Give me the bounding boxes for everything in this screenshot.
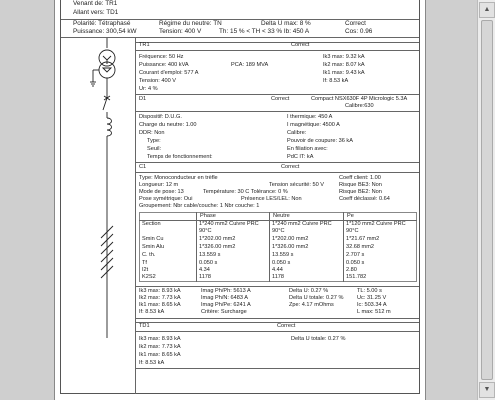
c1-result-value: Uc: 31.25 V [357, 295, 387, 301]
c1-table-row-label: Smin Alu [142, 244, 165, 250]
c1-table-cell: 1*326.00 mm2 [272, 244, 309, 250]
c1-result-value: Delta U: 0.27 % [289, 288, 329, 294]
c1-table-row-label: Smin Cu [142, 236, 164, 242]
c1-bottom [135, 318, 419, 319]
tr1-top [135, 42, 419, 43]
td1-sep [135, 331, 419, 332]
c1-result-value: L max: 512 m [357, 309, 391, 315]
d1-imagnetique: I magnétique: 4500 A [287, 122, 340, 128]
c1-mode-pose: Mode de pose: 13 [139, 189, 184, 195]
d1-status: Correct [271, 96, 290, 102]
td1-ik2: Ik2 max: 7.73 kA [139, 344, 181, 350]
c1-result-value: Ik1 max: 8.65 kA [139, 302, 181, 308]
c1-coeff-client: Coeff client: 1.00 [339, 175, 381, 181]
tr1-courant: Courant d'emploi: 577 A [139, 70, 199, 76]
c1-temperature: Température: 30 C Tolérance: 0 % [203, 189, 288, 195]
th-range: Th: 15 % < TH < 33 % Ib: 450 A [219, 28, 310, 35]
c1-table-col2 [269, 212, 270, 282]
c1-tension-securite: Tension sécurité: 50 V [269, 182, 325, 188]
d1-calibre: Calibre: [287, 130, 307, 136]
c1-coeff-declasse: Coeff déclassé: 0.64 [339, 196, 390, 202]
d1-device: Compact NSX630F 4P Micrologic 5.3A [311, 96, 408, 102]
c1-table-cell: 0.050 s [199, 260, 218, 266]
tr1-status: Correct [291, 42, 310, 48]
tr1-ik3: Ik3 max: 9.32 kA [323, 54, 365, 60]
c1-result-value: If: 8.53 kA [139, 309, 165, 315]
c1-result-value: Imag Ph/Pe: 6241 A [201, 302, 251, 308]
scrollbar-thumb[interactable] [481, 20, 493, 380]
c1-th-phase: Phase [200, 213, 216, 219]
td1-delta: Delta U totale: 0.27 % [291, 336, 346, 342]
d1-pdc: PdC IT: kA [287, 154, 314, 160]
c1-table-cell: 13.559 s [272, 252, 294, 258]
c1-result-value: Critère: Surcharge [201, 309, 247, 315]
polarite: Polarité: Tétraphasé [73, 20, 131, 27]
c1-longueur: Longueur: 12 m [139, 182, 179, 188]
regime-neutre: Régime du neutre: TN [159, 20, 222, 27]
c1-result-value: Imag Ph/Ph: 5613 A [201, 288, 251, 294]
single-line-diagram [61, 38, 135, 358]
c1-table-cell: 0.050 s [272, 260, 291, 266]
tension: Tension: 400 V [159, 28, 202, 35]
td1-status: Correct [277, 323, 296, 329]
d1-calibre-value: Calibre:630 [345, 103, 374, 109]
cos-phi: Cos: 0.96 [345, 28, 373, 35]
c1-table-row-label: K2S2 [142, 274, 156, 280]
tr1-pca: PCA: 189 MVA [231, 62, 269, 68]
c1-table-col3 [343, 212, 344, 282]
c1-risque-be3: Risque BE3: Non [339, 182, 382, 188]
c1-table-cell: 2.80 [346, 267, 357, 273]
td1-bottom [135, 368, 419, 369]
tr1-sep [135, 50, 419, 51]
d1-ddr: DDR: Non [139, 130, 165, 136]
td1-ik3: Ik3 max: 8.93 kA [139, 336, 181, 342]
td1-if: If: 8.53 kA [139, 360, 165, 366]
c1-result-value: Imag Ph/N: 6483 A [201, 295, 248, 301]
allant-vers: Allant vers: TD1 [73, 9, 119, 16]
d1-charge-neutre: Charge du neutre: 1.00 [139, 122, 197, 128]
c1-th-pe: Pe [347, 213, 354, 219]
d1-dispositif: Dispositif: D.U.G. [139, 114, 182, 120]
tr1-name: TR1 [139, 42, 150, 48]
c1-th-neutre: Neutre [273, 213, 290, 219]
c1-table-row-label: C. th. [142, 252, 156, 258]
tr1-ur: Ur: 4 % [139, 86, 158, 92]
diagram-column-border [135, 37, 136, 394]
c1-risque-be2: Risque BE2: Non [339, 189, 382, 195]
tr1-puissance: Puissance: 400 kVA [139, 62, 189, 68]
c1-table-cell: 4.34 [199, 267, 210, 273]
tr1-tension: Tension: 400 V [139, 78, 177, 84]
td1-name: TD1 [139, 323, 150, 329]
tr1-bottom [135, 94, 419, 95]
tr1-frequence: Fréquence: 50 Hz [139, 54, 184, 60]
c1-result-value: TL: 5.00 s [357, 288, 382, 294]
d1-name: D1 [139, 96, 147, 102]
header-status: Correct [345, 20, 366, 27]
delta-u-max: Delta U max: 8 % [261, 20, 311, 27]
triangle-down-icon[interactable]: ▼ [479, 382, 495, 398]
c1-table-cell: 1*202.00 mm2 [272, 236, 309, 242]
c1-status: Correct [281, 164, 300, 170]
tr1-ik1: Ik1 max: 9.43 kA [323, 70, 365, 76]
c1-table-cell: 0.050 s [346, 260, 365, 266]
d1-type: Type: [147, 138, 161, 144]
d1-bottom [135, 162, 419, 163]
c1-table-row-label: I2t [142, 267, 149, 273]
c1-table-cell: 2.707 s [346, 252, 365, 258]
c1-result-value: Zpe: 4.17 mOhms [289, 302, 334, 308]
triangle-up-icon[interactable]: ▲ [479, 2, 495, 18]
c1-type: Type: Monoconducteur en trèfle [139, 175, 218, 181]
tr1-ik2: Ik2 max: 8.07 kA [323, 62, 365, 68]
vertical-scrollbar[interactable] [477, 0, 495, 400]
c1-table-row-label: Tf [142, 260, 147, 266]
c1-table-row-label: Section [142, 221, 161, 227]
puissance: Puissance: 300,54 kW [73, 28, 137, 35]
c1-table-cell: 1*21.67 mm2 [346, 236, 380, 242]
d1-temps: Temps de fonctionnement: [147, 154, 213, 160]
td1-ik1: Ik1 max: 8.65 kA [139, 352, 181, 358]
c1-table-cell: 13.559 s [199, 252, 221, 258]
d1-seuil: Seuil: [147, 146, 161, 152]
c1-name: C1 [139, 164, 147, 170]
c1-table-cell: 1*240 mm2 Cuivre PRC 90°C [272, 221, 332, 234]
c1-results-top [135, 286, 419, 287]
c1-table-col1 [196, 212, 197, 282]
c1-table-cell: 1178 [199, 274, 212, 280]
c1-result-value: Ic: 503.34 A [357, 302, 387, 308]
c1-table-cell: 1178 [272, 274, 285, 280]
d1-ithermique: I thermique: 450 A [287, 114, 333, 120]
d1-filiation: En filiation avec: [287, 146, 328, 152]
c1-presence-les: Présence LES/LEL: Non [241, 196, 302, 202]
c1-result-value: Ik3 max: 8.93 kA [139, 288, 181, 294]
tr1-if: If: 8.53 kA [323, 78, 349, 84]
c1-sep [135, 172, 419, 173]
c1-table-cell: 4.44 [272, 267, 283, 273]
c1-groupement: Groupement: Nbr cable/couche: 1 Nbr couche: 1 [139, 203, 260, 209]
d1-pouvoir: Pouvoir de coupure: 36 kA [287, 138, 353, 144]
c1-pose-symetrique: Pose symétrique: Oui [139, 196, 193, 202]
c1-table-cell: 1*202.00 mm2 [199, 236, 236, 242]
c1-result-value: Delta U totale: 0.27 % [289, 295, 344, 301]
c1-table-cell: 32.68 mm2 [346, 244, 374, 250]
venant-de: Venant de: TR1 [73, 0, 118, 7]
c1-table-cell: 151.782 [346, 274, 367, 280]
c1-result-value: Ik2 max: 7.73 kA [139, 295, 181, 301]
report-page [54, 0, 426, 400]
c1-table-cell: 1*326.00 mm2 [199, 244, 236, 250]
c1-table-cell: 1*240 mm2 Cuivre PRC 90°C [199, 221, 259, 234]
d1-sep [135, 111, 419, 112]
c1-table-cell: 1*120 mm2 Cuivre PRC 90°C [346, 221, 406, 234]
